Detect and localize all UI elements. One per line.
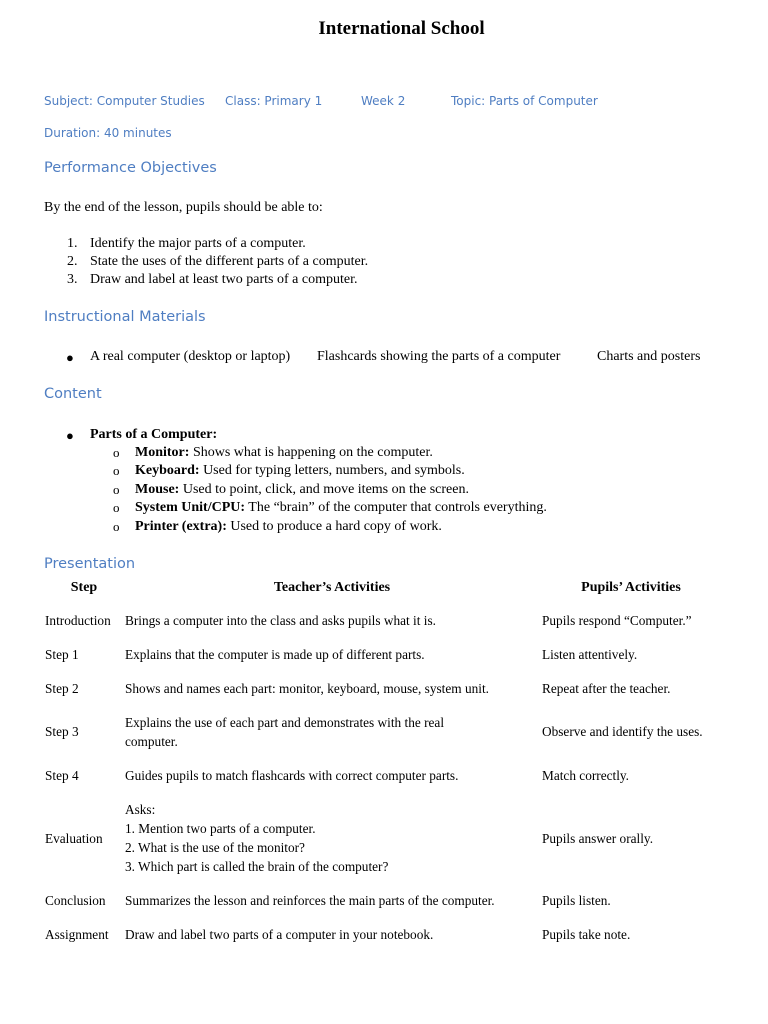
part-desc: Used to point, click, and move items on the screen. (182, 482, 469, 497)
table-cell-step: Assignment (45, 927, 109, 942)
table-cell-pupils: Repeat after the teacher. (542, 681, 671, 696)
col-header-pupils: Pupils’ Activities (581, 580, 681, 595)
part-term: Mouse: (135, 482, 180, 497)
part-item (135, 463, 465, 479)
document-title: International School (318, 18, 485, 39)
table-cell-pupils: Match correctly. (542, 768, 630, 783)
table-cell-step: Step 3 (45, 724, 79, 739)
col-header-teacher: Teacher’s Activities (273, 580, 391, 595)
objective-number: 3. (67, 272, 78, 287)
materials-heading: Instructional Materials (44, 309, 206, 325)
part-term: System Unit/CPU: (135, 500, 246, 515)
class-label: Class: Primary 1 (225, 94, 323, 108)
material-item: Flashcards showing the parts of a computer (317, 349, 561, 364)
presentation-heading: Presentation (44, 556, 136, 572)
table-cell-step: Step 2 (45, 681, 79, 696)
objectives-heading: Performance Objectives (44, 160, 217, 176)
table-cell-teacher: Shows and names each part: monitor, keyboard, mouse, system unit. (125, 681, 489, 696)
part-desc: The “brain” of the computer that controls everything. (248, 500, 547, 515)
table-cell-teacher: Explains the use of each part and demonstrates with the real computer. (125, 715, 445, 749)
part-item (135, 500, 547, 516)
objective-number: 1. (67, 236, 78, 251)
duration-label: Duration: 40 minutes (44, 126, 172, 140)
circle-bullet-icon: o (113, 445, 120, 460)
col-header-step: Step (70, 580, 98, 595)
table-cell-pupils: Pupils respond “Computer.” (542, 613, 692, 628)
material-item: A real computer (desktop or laptop) (90, 349, 291, 364)
topic-label: Topic: Parts of Computer (451, 94, 598, 108)
table-cell-step: Step 4 (45, 768, 79, 783)
table-cell-step: Introduction (45, 613, 111, 628)
table-cell-teacher: Draw and label two parts of a computer in your notebook. (125, 927, 434, 942)
objective-item: Draw and label at least two parts of a computer. (90, 272, 358, 287)
table-cell-pupils: Pupils answer orally. (542, 831, 654, 846)
table-cell-pupils: Listen attentively. (542, 647, 638, 662)
table-cell-teacher: Explains that the computer is made up of different parts. (125, 647, 425, 662)
table-cell-teacher: Asks: 1. Mention two parts of a computer. 2. What is the use of the monitor? 3. Which part is called the brain of the computer? (125, 802, 389, 874)
part-desc: Used to produce a hard copy of work. (230, 519, 442, 534)
objective-item: Identify the major parts of a computer. (90, 236, 306, 251)
subject-label: Subject: Computer Studies (44, 94, 205, 108)
circle-bullet-icon: o (113, 500, 120, 515)
part-item (135, 482, 469, 498)
bullet-icon: ● (66, 350, 74, 365)
table-cell-teacher: Summarizes the lesson and reinforces the main parts of the computer. (125, 893, 495, 908)
table-cell-step: Evaluation (45, 831, 103, 846)
part-term: Printer (extra): (135, 519, 227, 534)
content-heading: Content (44, 386, 102, 402)
circle-bullet-icon: o (113, 482, 120, 497)
content-main-item: Parts of a Computer: (90, 427, 218, 442)
table-cell-teacher: Guides pupils to match flashcards with correct computer parts. (125, 768, 459, 783)
table-cell-pupils: Pupils take note. (542, 927, 631, 942)
objectives-intro: By the end of the lesson, pupils should be able to: (44, 200, 323, 215)
table-cell-pupils: Observe and identify the uses. (542, 724, 703, 739)
table-cell-pupils: Pupils listen. (542, 893, 611, 908)
objective-number: 2. (67, 254, 78, 269)
part-desc: Shows what is happening on the computer. (192, 445, 433, 460)
part-item (135, 519, 442, 535)
material-item: Charts and posters (597, 349, 701, 364)
part-desc: Used for typing letters, numbers, and symbols. (203, 463, 465, 478)
part-item (135, 445, 433, 461)
part-term: Monitor: (135, 445, 190, 460)
objective-item: State the uses of the different parts of a computer. (90, 254, 369, 269)
week-label: Week 2 (361, 94, 406, 108)
table-cell-step: Conclusion (45, 893, 106, 908)
table-cell-step: Step 1 (45, 647, 79, 662)
circle-bullet-icon: o (113, 519, 120, 534)
table-cell-teacher: Brings a computer into the class and asks pupils what it is. (125, 613, 436, 628)
bullet-icon: ● (66, 428, 74, 443)
circle-bullet-icon: o (113, 463, 120, 478)
part-term: Keyboard: (135, 463, 200, 478)
